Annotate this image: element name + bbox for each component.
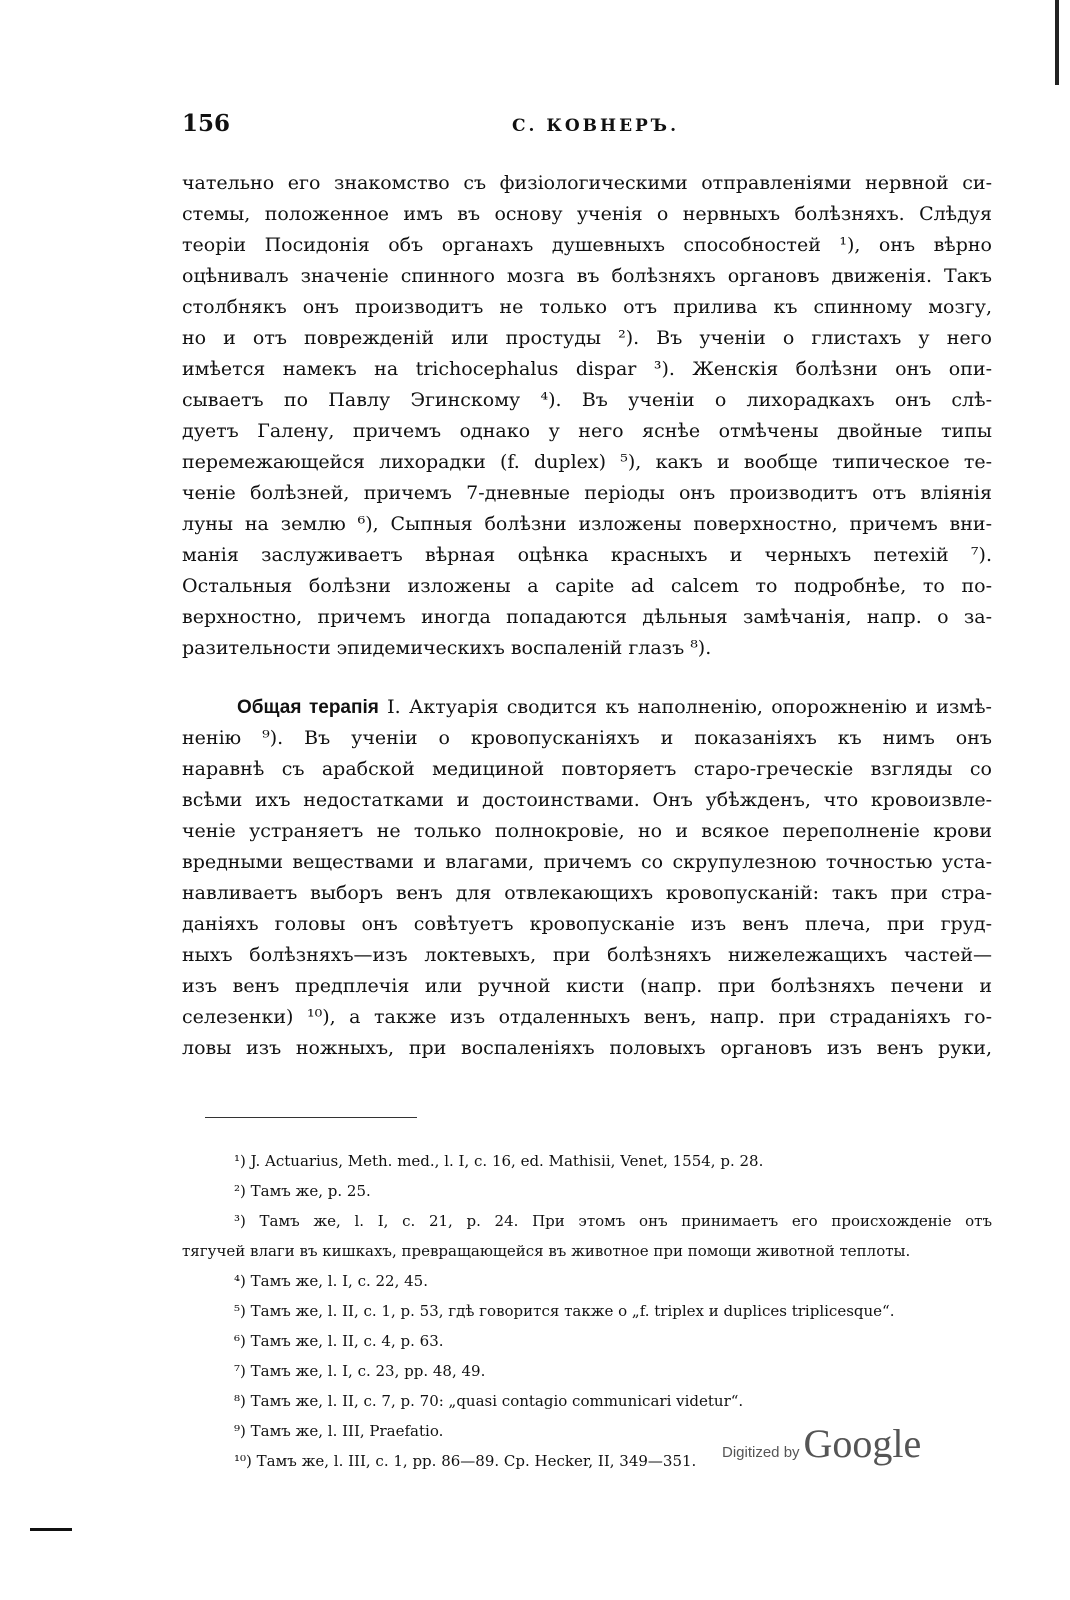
footnote: ²) Тамъ же, р. 25. — [234, 1182, 371, 1200]
text-line: ченiе устраняетъ не только полнокровiе, но и всякое переполненiе крови — [182, 820, 992, 842]
page-header — [182, 110, 992, 140]
google-watermark — [722, 1420, 921, 1480]
text-line: всѣми ихъ недостатками и достоинствами. Онъ убѣжденъ, что кровоизвле- — [182, 789, 992, 811]
footnote: ⁶) Тамъ же, l. II, c. 4, р. 63. — [234, 1332, 444, 1350]
main-text — [182, 168, 992, 1064]
text-line: ненiю ⁹). Въ ученiи о кровопусканiяхъ и показанiяхъ къ нимъ онъ — [182, 727, 992, 749]
text-line: чательно его знакомство съ физiологическими отправленiями нервной си- — [182, 172, 992, 194]
text-line: Остальныя болѣзни изложены a capite ad calcem то подробнѣе, то по- — [182, 575, 992, 597]
text-line: ченiе болѣзней, причемъ 7-дневные перiоды онъ производитъ отъ влiянiя — [182, 482, 992, 504]
text-line: луны на землю ⁶), Сыпныя болѣзни изложены поверхностно, причемъ вни- — [182, 513, 992, 535]
text-line: ловы изъ ножныхъ, при воспаленiяхъ половыхъ органовъ изъ венъ руки, — [182, 1037, 992, 1059]
text-line: разительности эпидемическихъ воспаленiй глазъ ⁸). — [182, 637, 712, 659]
footnote-rule — [205, 1117, 417, 1118]
text-line: ныхъ болѣзняхъ—изъ локтевыхъ, при болѣзняхъ нижележащихъ частей— — [182, 944, 992, 966]
text-line: перемежающейся лихорадки (f. duplex) ⁵), какъ и вообще типическое те- — [182, 451, 992, 473]
footnote: ⁸) Тамъ же, l. II, c. 7, р. 70: „quasi contagio communicari videtur“. — [234, 1392, 744, 1410]
page-number: 156 — [182, 110, 231, 137]
text-line: наравнѣ съ арабской медициной повторяетъ старо-греческiе взгляды со — [182, 758, 992, 780]
footnote-continuation: тягучей влаги въ кишкахъ, превращающейся въ животное при помощи животной теплоты. — [182, 1242, 911, 1260]
text-line: имѣется намекъ на trichocephalus dispar ³). Женскiя болѣзни онъ опи- — [182, 358, 992, 380]
scan-mark — [30, 1528, 72, 1531]
text-line: верхностно, причемъ иногда попадаются дѣльныя замѣчанiя, напр. о за- — [182, 606, 992, 628]
text-line: изъ венъ предплечiя или ручной кисти (напр. при болѣзняхъ печени и — [182, 975, 992, 997]
text-line: навливаетъ выборъ венъ для отвлекающихъ кровопусканiй: такъ при стра- — [182, 882, 992, 904]
running-head: С. КОВНЕРЪ. — [512, 116, 679, 136]
footnote: ⁴) Тамъ же, l. I, c. 22, 45. — [234, 1272, 428, 1290]
paragraph-first-line — [182, 692, 992, 723]
text-line: манiя заслуживаетъ вѣрная оцѣнка красныхъ и черныхъ петехiй ⁷). — [182, 544, 992, 566]
text-line: дуетъ Галену, причемъ однако у него яснѣе отмѣчены двойные типы — [182, 420, 992, 442]
text-line: теорiи Посидонiя объ органахъ душевныхъ способностей ¹), онъ вѣрно — [182, 234, 992, 256]
footnote: ⁷) Тамъ же, l. I, c. 23, рр. 48, 49. — [234, 1362, 486, 1380]
text-line: столбнякъ онъ производитъ не только отъ прилива къ спинному мозгу, — [182, 296, 992, 318]
text-line: вредными веществами и влагами, причемъ со скрупулезною точностью уста- — [182, 851, 992, 873]
page-edge-shadow — [1055, 0, 1059, 85]
text-line: но и отъ поврежденiй или простуды ²). Въ ученiи о глистахъ у него — [182, 327, 992, 349]
text-line: оцѣнивалъ значенiе спинного мозга въ болѣзняхъ органовъ движенiя. Такъ — [182, 265, 992, 287]
footnote: ³) Тамъ же, l. I, c. 21, р. 24. При этомъ онъ принимаетъ его происхожденiе отъ — [234, 1212, 992, 1230]
footnote: ⁵) Тамъ же, l. II, c. 1, р. 53, гдѣ говорится также о „f. triplex и duplices triplicesque“. — [234, 1302, 895, 1320]
google-logo: Google — [803, 1421, 922, 1466]
watermark-text: Digitized by — [722, 1444, 800, 1461]
section-heading: Общая терапiя — [237, 697, 379, 718]
text-line: стемы, положенное имъ въ основу ученiя о нервныхъ болѣзняхъ. Слѣдуя — [182, 203, 992, 225]
text-line: данiяхъ головы онъ совѣтуетъ кровопусканiе изъ венъ плеча, при груд- — [182, 913, 992, 935]
footnote: ¹⁰) Тамъ же, l. III, c. 1, рр. 86—89. Ср. Hecker, II, 349—351. — [234, 1452, 697, 1470]
text-line: сываетъ по Павлу Эгинскому ⁴). Въ ученiи о лихорадкахъ онъ слѣ- — [182, 389, 992, 411]
text-fragment: I. Актуарiя сводится къ наполненiю, опорожненiю и измѣ- — [378, 696, 992, 718]
footnote: ¹) J. Actuarius, Meth. med., l. I, c. 16, ed. Mathisii, Venet, 1554, p. 28. — [234, 1152, 764, 1170]
text-line: селезенки) ¹⁰), а также изъ отдаленныхъ венъ, напр. при страданiяхъ го- — [182, 1006, 992, 1028]
footnote: ⁹) Тамъ же, l. III, Praefatio. — [234, 1422, 444, 1440]
